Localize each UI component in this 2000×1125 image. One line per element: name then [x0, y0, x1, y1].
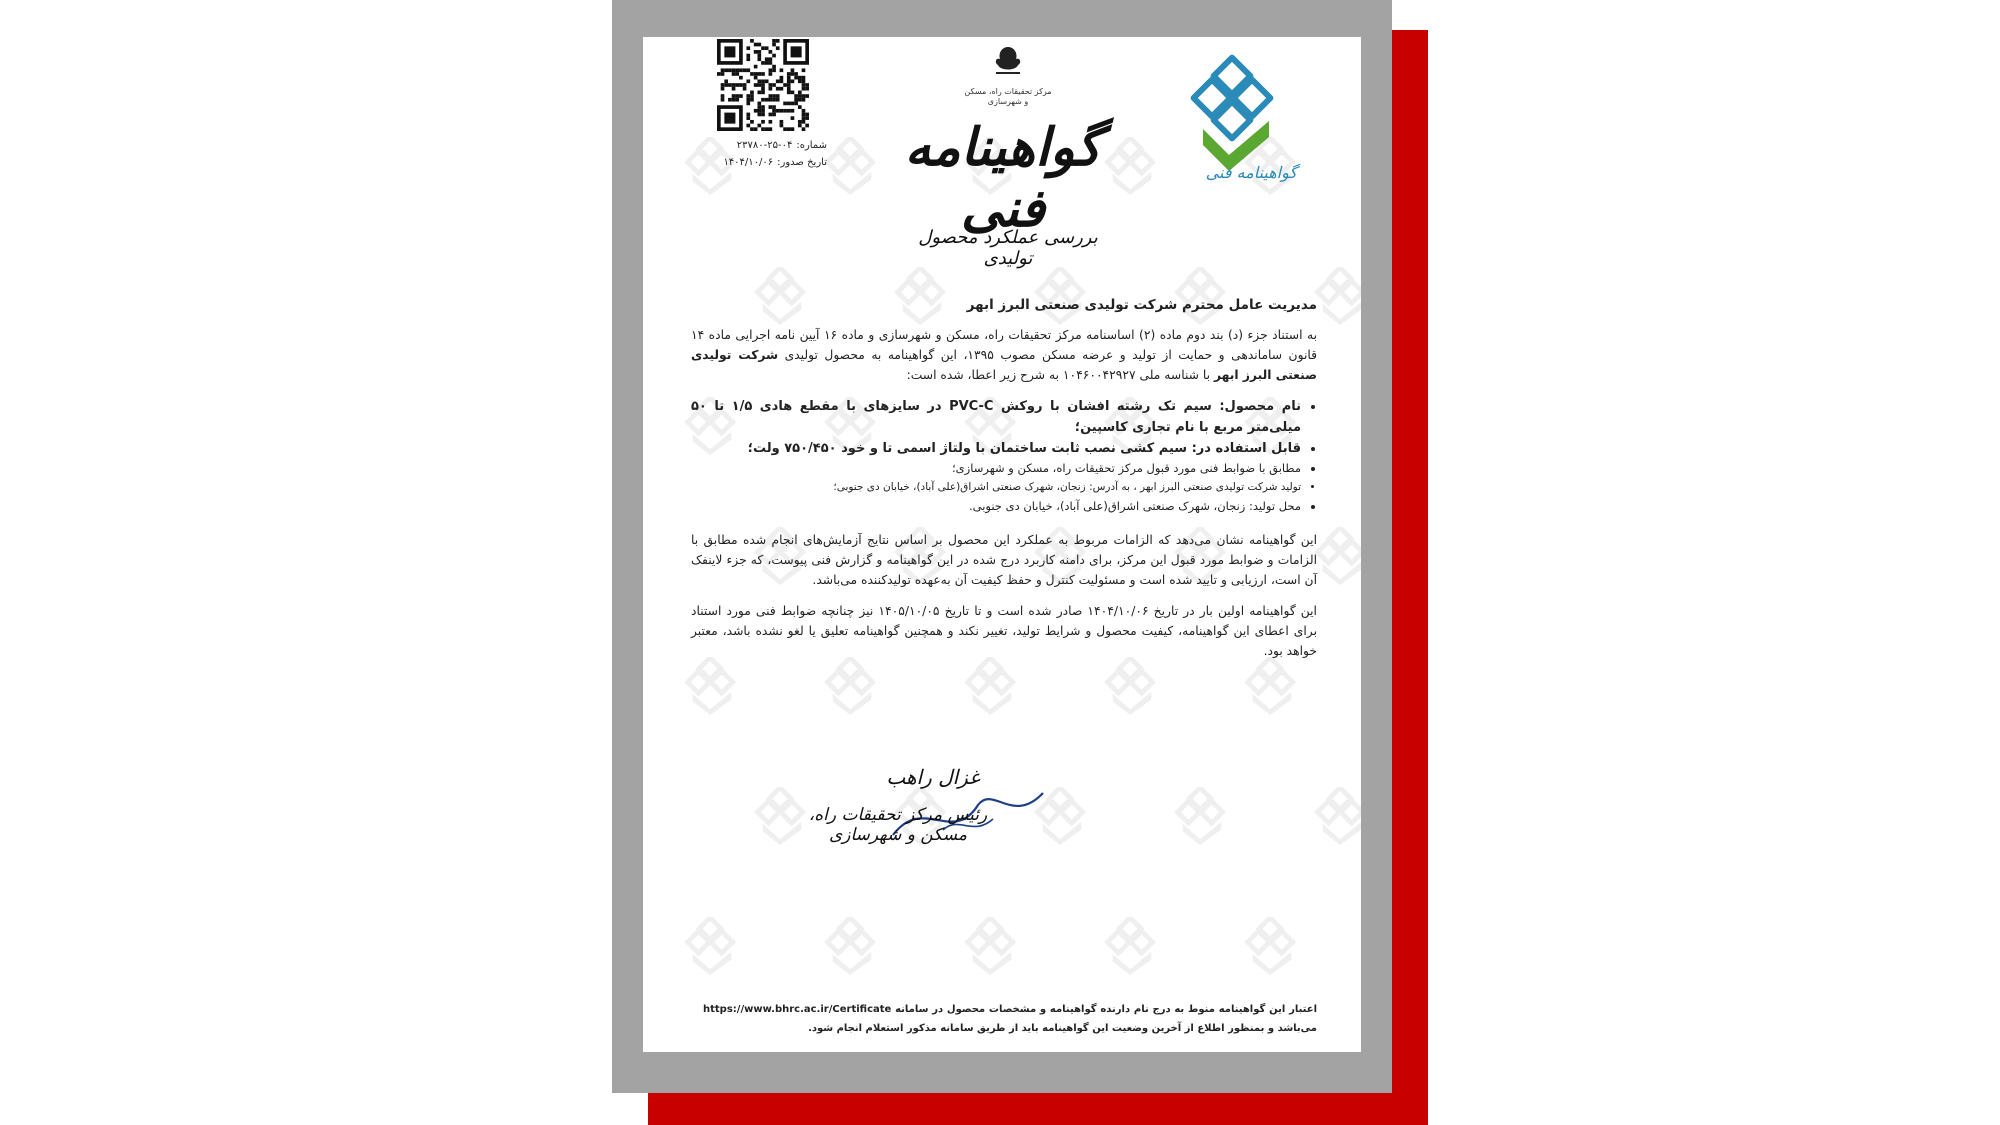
footer-note: اعتبار این گواهینامه منوط به درج نام دارنده گواهینامه و مشخصات محصول در سامانه https://www.bhrc.ac.ir/Certificate می‌باشد و بمنظور اطلاع از آخرین وضعیت این گواهینامه باید از طریق سامانه مذکور استعلام انجام شود.: [703, 1004, 1317, 1034]
emblem: [963, 41, 1053, 117]
signatory-title: رئیس مرکز تحقیقات راه، مسکن و شهرسازی: [808, 805, 988, 845]
watermark-icon: [823, 137, 881, 195]
watermark-icon: [1313, 787, 1361, 845]
watermark-icon: [1103, 137, 1161, 195]
product-details-list: [691, 396, 1317, 516]
watermark-icon: [683, 917, 741, 975]
list-item: • نام محصول: سیم تک رشته افشان با روکش PVC-C در سایزهای با مقطع هادی ۱/۵ تا ۵۰ میلی‌متر مربع با نام تجاری کاسپین؛: [691, 396, 1301, 438]
list-item: • تولید شرکت تولیدی صنعتی البرز ابهر ، به آدرس: زنجان، شهرک صنعتی اشراق(علی آباد)، خیابان دی جنوبی؛: [691, 478, 1301, 497]
document-subtitle: بررسی عملکرد محصول تولیدی: [918, 227, 1098, 269]
certificate-number: [707, 137, 827, 154]
watermark-icon: [1173, 787, 1231, 845]
intro-company: شرکت تولیدی صنعتی البرز ابهر: [691, 348, 1317, 382]
issue-date: [707, 154, 827, 171]
certificate-page: [643, 37, 1361, 1052]
certificate-meta: [707, 137, 827, 171]
intro-text-start: به استناد جزء (د) بند دوم ماده (۲) اساسنامه مرکز تحقیقات راه، مسکن و شهرسازی و ماده ۱۶ آیین نامه اجرایی ماده ۱۴ قانون ساماندهی و حمایت از تولید و عرضه مسکن مصوب ۱۳۹۵، این گواهینامه به محصول تولیدی: [691, 328, 1317, 362]
emblem-icon: [988, 41, 1028, 81]
watermark-icon: [1313, 527, 1361, 585]
intro-paragraph: [691, 325, 1317, 385]
list-item: • محل تولید: زنجان، شهرک صنعتی اشراق(علی آباد)، خیابان دی جنوبی.: [691, 497, 1301, 516]
watermark-icon: [1313, 267, 1361, 325]
document-title: گواهینامه فنی: [904, 117, 1102, 239]
watermark-icon: [823, 917, 881, 975]
number-value: ۰۴-۲۵-۲۳۷۸۰: [736, 140, 793, 151]
watermark-icon: [963, 917, 1021, 975]
number-label: شماره:: [796, 140, 827, 151]
assessment-paragraph: این گواهینامه نشان می‌دهد که الزامات مربوط به عملکرد این محصول بر اساس نتایج آزمایش‌های انجام شده مطابق با الزامات و ضوابط مورد قبول این مرکز، برای دامنه کاربرد درج شده در این گواهینامه و گزارش فنی پیوست، که جزء لاینفک آن است، ارزیابی و تایید شده است و مسئولیت کنترل و حفظ کیفیت آن به‌عهده تولیدکننده می‌باشد.: [691, 533, 1317, 587]
date-value: ۱۴۰۴/۱۰/۰۶: [723, 157, 774, 168]
logo-caption: گواهینامه فنی: [1205, 163, 1297, 182]
watermark-icon: [1243, 917, 1301, 975]
qr-code-icon: [717, 39, 809, 131]
validity-paragraph: این گواهینامه اولین بار در تاریخ ۱۴۰۴/۱۰/۰۶ صادر شده است و تا تاریخ ۱۴۰۵/۱۰/۰۵ نیز چنانچه ضوابط فنی مورد استناد برای اعطای این گواهینامه، کیفیت محصول و شرایط تولید، تغییر نکند و همچنین گواهینامه تعلیق یا لغو نشده باشد، معتبر خواهد بود.: [691, 604, 1317, 658]
list-item: • مطابق با ضوابط فنی مورد قبول مرکز تحقیقات راه، مسکن و شهرسازی؛: [691, 459, 1301, 478]
watermark-icon: [1103, 917, 1161, 975]
signatory-name: غزال راهب: [886, 765, 980, 789]
emblem-caption: مرکز تحقیقات راه، مسکن و شهرسازی: [964, 87, 1052, 106]
certificate-body: [691, 295, 1317, 672]
date-label: تاریخ صدور:: [777, 157, 827, 168]
salutation: مدیریت عامل محترم شرکت تولیدی صنعتی البرز ابهر: [966, 297, 1317, 313]
list-item: • قابل استفاده در: سیم کشی نصب ثابت ساختمان با ولتاژ اسمی تا و خود ۷۵۰/۴۵۰ ولت؛: [691, 438, 1301, 459]
intro-text-end: با شناسه ملی ۱۰۴۶۰۰۴۲۹۲۷ به شرح زیر اعطا، شده است:: [906, 368, 1214, 382]
